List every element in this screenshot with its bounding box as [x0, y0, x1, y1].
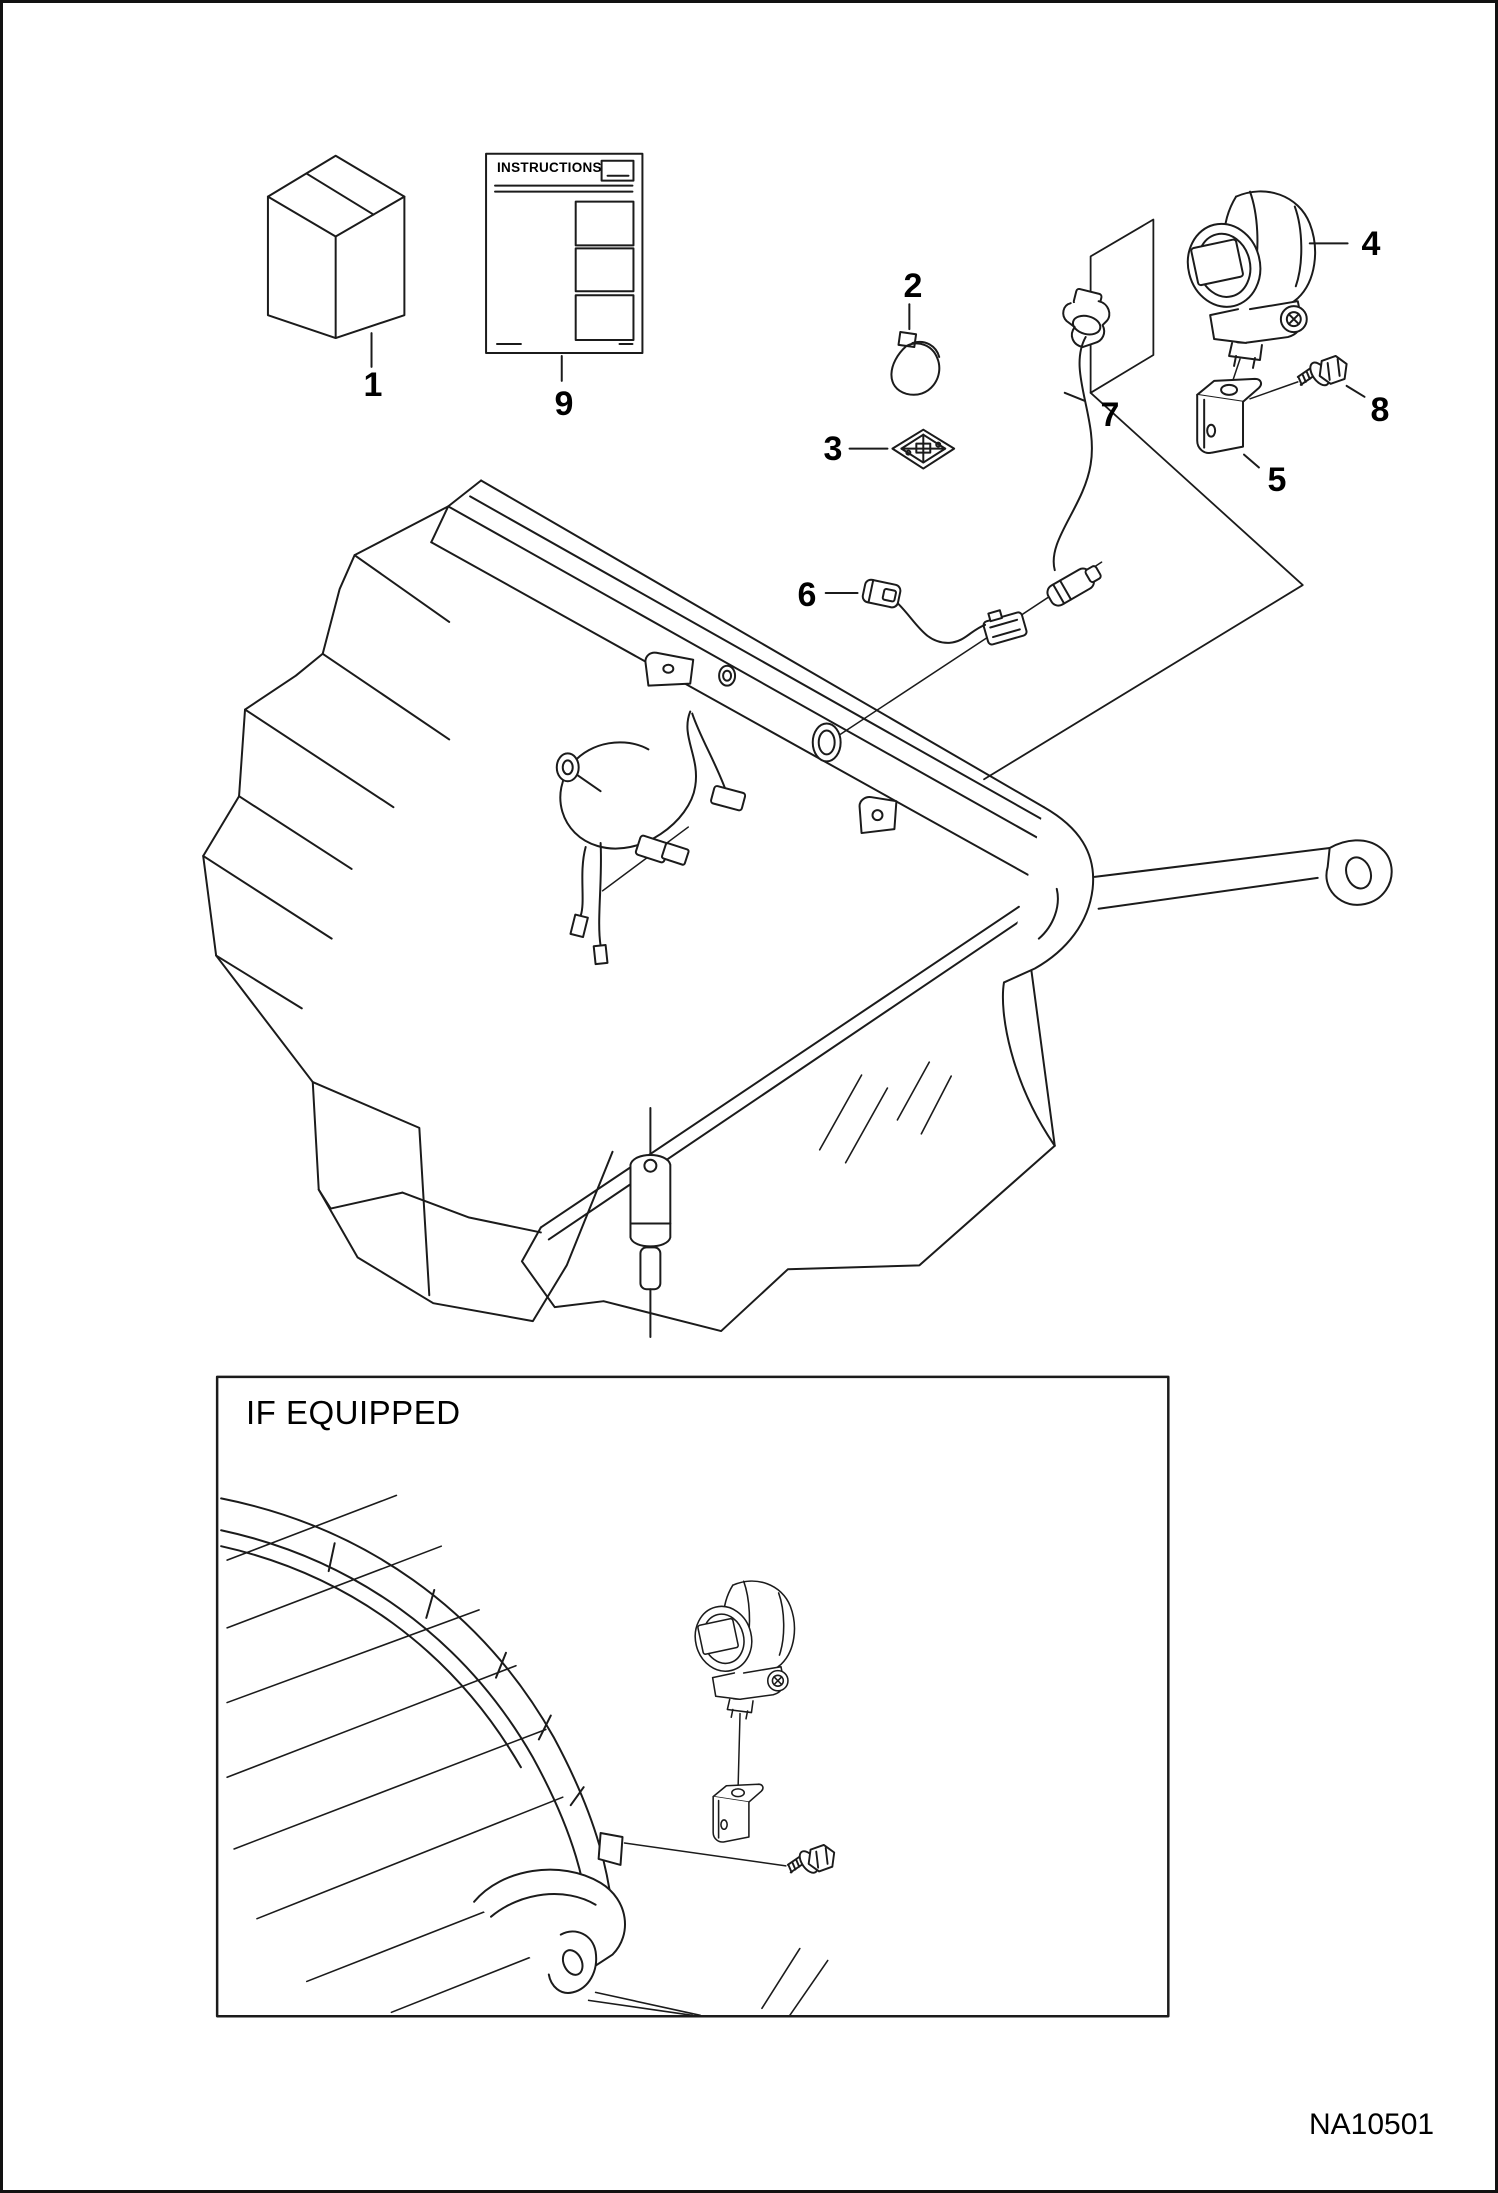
instruction-sheet-title: INSTRUCTIONS	[497, 160, 602, 175]
if-equipped-label: IF EQUIPPED	[246, 1394, 461, 1431]
tie-mount-drawing	[850, 430, 955, 469]
part-callout-5: 5	[1267, 461, 1287, 499]
cable-tie-drawing	[891, 304, 939, 395]
part-callout-4: 4	[1361, 225, 1381, 263]
callout-lines	[984, 220, 1303, 780]
roof-harness-drawing	[557, 712, 746, 965]
shipping-box-drawing	[268, 156, 404, 367]
diagram-canvas	[3, 3, 1495, 2190]
part-callout-9: 9	[554, 385, 574, 423]
part-callout-6: 6	[797, 576, 817, 614]
bolt-drawing	[1250, 356, 1365, 399]
part-callout-3: 3	[823, 430, 843, 468]
instruction-sheet-drawing	[486, 154, 642, 381]
drawing-code: NA10501	[1309, 2108, 1435, 2141]
mount-bracket-drawing	[1197, 379, 1261, 468]
if-equipped-panel	[217, 1377, 1168, 2016]
if-equipped-light-drawing	[599, 1581, 835, 1876]
part-callout-1: 1	[363, 366, 383, 404]
connector-drawing	[826, 579, 985, 643]
part-callout-8: 8	[1370, 391, 1390, 429]
part-callout-7: 7	[1100, 396, 1120, 434]
part-callout-2: 2	[903, 267, 923, 305]
work-light-drawing	[1179, 191, 1347, 379]
harness-pigtail-drawing	[830, 288, 1110, 741]
